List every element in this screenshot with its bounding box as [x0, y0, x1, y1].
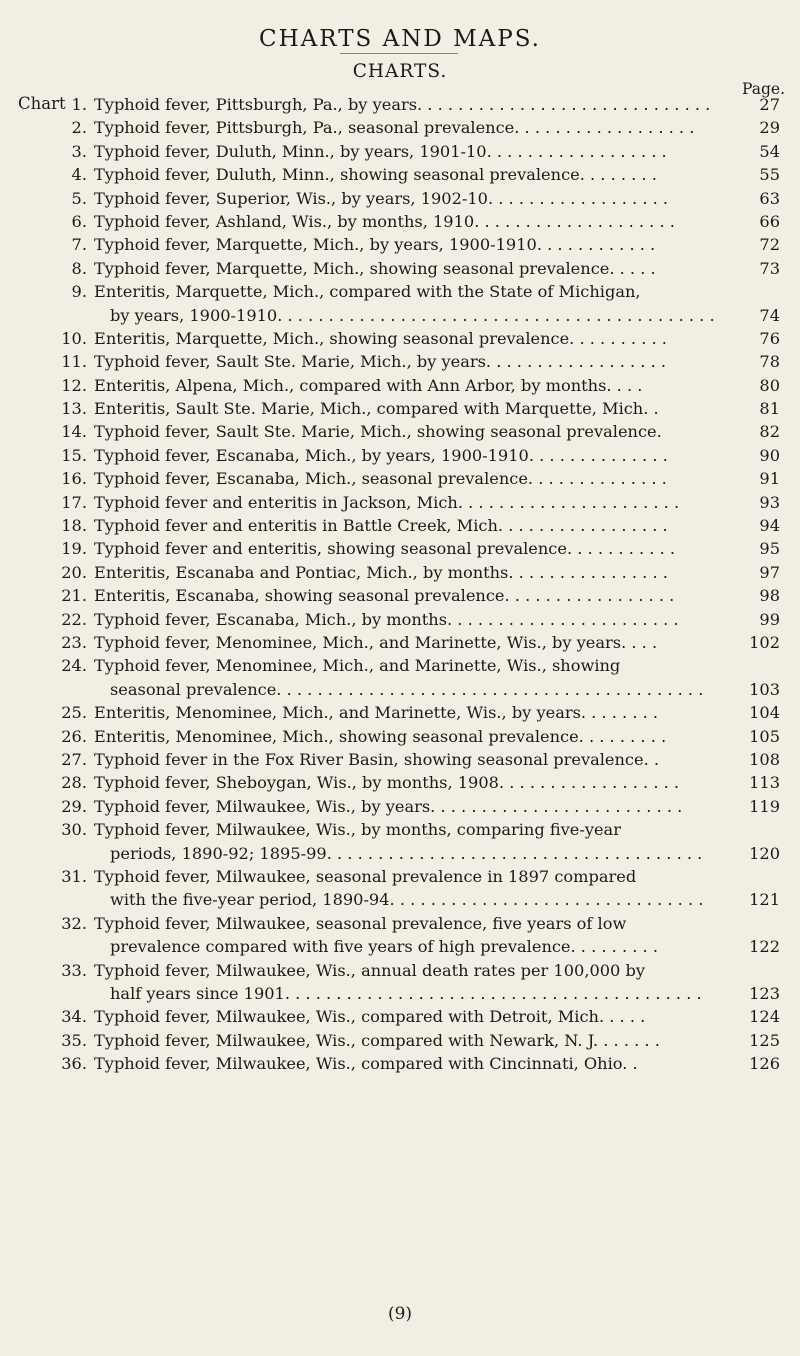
list-item	[54, 537, 800, 560]
section-title: CHARTS.	[352, 61, 448, 82]
list-item	[54, 748, 800, 771]
list-item	[54, 701, 800, 724]
entry-number: 30.	[61, 820, 87, 840]
list-item	[54, 374, 800, 397]
list-item	[54, 210, 800, 233]
page-title: CHARTS AND MAPS.	[259, 26, 541, 52]
entry-number: 2.	[71, 118, 87, 138]
list-item	[54, 1052, 800, 1075]
entry-page-number: 103	[749, 679, 780, 699]
entry-number: 26.	[61, 726, 87, 746]
entry-title-line: Typhoid fever, Escanaba, Mich., by months. . . . . . . . . . . . . . . . . . . . . . .	[94, 609, 679, 629]
entry-title	[94, 210, 754, 233]
list-item	[54, 444, 800, 467]
entry-title	[94, 631, 754, 654]
entry-title-line: Typhoid fever, Milwaukee, Wis., annual death rates per 100,000 by	[94, 960, 646, 980]
entry-page-number: 90	[759, 445, 780, 465]
entry-title	[94, 537, 754, 560]
entry-title-line: Typhoid fever, Milwaukee, seasonal prevalence, five years of low	[94, 913, 627, 933]
entry-page-number: 93	[759, 492, 780, 512]
entry-title-line: Typhoid fever, Marquette, Mich., by years, 1900-1910. . . . . . . . . . . .	[94, 235, 656, 255]
entry-page-number: 121	[749, 890, 780, 910]
entry-number: 29.	[61, 796, 87, 816]
entry-title	[94, 748, 754, 771]
entry-number: 3.	[71, 141, 87, 161]
entry-number: 35.	[61, 1030, 87, 1050]
entry-title-line: Enteritis, Escanaba, showing seasonal prevalence. . . . . . . . . . . . . . . . .	[94, 586, 675, 606]
entry-title-line: Typhoid fever and enteritis in Battle Creek, Mich. . . . . . . . . . . . . . . . .	[94, 516, 668, 536]
entry-title	[94, 584, 754, 607]
entry-title	[94, 725, 754, 748]
entry-number: 22.	[61, 609, 87, 629]
entry-title	[94, 140, 754, 163]
entry-number: 33.	[61, 960, 87, 980]
entry-page-number: 81	[759, 399, 780, 419]
entry-title-line: Typhoid fever and enteritis, showing seasonal prevalence. . . . . . . . . . .	[94, 539, 676, 559]
entry-title-continuation: seasonal prevalence. . . . . . . . . . . . . . . . . . . . . . . . . . . . . . . . . . . . . . . . . .	[110, 679, 704, 699]
entry-page-number: 120	[749, 843, 780, 863]
list-item	[54, 420, 800, 443]
entry-title-line: Typhoid fever, Ashland, Wis., by months, 1910. . . . . . . . . . . . . . . . . . . .	[94, 211, 675, 231]
list-item	[54, 1029, 800, 1052]
entry-number: 31.	[61, 866, 87, 886]
entry-page-number: 63	[759, 188, 780, 208]
list-item	[54, 654, 800, 701]
entry-number: 4.	[71, 165, 87, 185]
entry-number: 24.	[61, 656, 87, 676]
entry-number: 25.	[61, 703, 87, 723]
list-item	[54, 116, 800, 139]
entry-number: 27.	[61, 749, 87, 769]
entry-title-line: Typhoid fever, Sault Ste. Marie, Mich., by years. . . . . . . . . . . . . . . . . .	[94, 352, 667, 372]
entry-title	[94, 233, 754, 256]
title-rule	[340, 53, 458, 54]
entry-page-number: 113	[749, 773, 780, 793]
list-item	[54, 163, 800, 186]
entry-title-line: Typhoid fever, Milwaukee, Wis., by years. . . . . . . . . . . . . . . . . . . . . . . . .	[94, 796, 683, 816]
list-item	[54, 631, 800, 654]
entry-number: 10.	[61, 328, 87, 348]
entry-title-line: Enteritis, Escanaba and Pontiac, Mich., by months. . . . . . . . . . . . . . . .	[94, 562, 668, 582]
entry-title-line: Enteritis, Menominee, Mich., and Marinette, Wis., by years. . . . . . . .	[94, 703, 659, 723]
entry-title-line: Typhoid fever, Milwaukee, Wis., by months, comparing five-year	[94, 820, 621, 840]
list-item	[54, 280, 800, 327]
entry-page-number: 98	[759, 586, 780, 606]
entry-title-line: Typhoid fever and enteritis in Jackson, Mich. . . . . . . . . . . . . . . . . . . . . .	[94, 492, 680, 512]
list-item	[54, 771, 800, 794]
entry-title-line: Typhoid fever, Menominee, Mich., and Marinette, Wis., showing	[94, 656, 621, 676]
entry-number: 1.	[71, 95, 87, 114]
entry-page-number: 54	[759, 141, 780, 161]
entry-page-number: 102	[749, 633, 780, 652]
entry-page-number: 99	[759, 609, 780, 629]
entry-page-number: 123	[749, 983, 780, 1003]
entry-title-line: Typhoid fever in the Fox River Basin, showing seasonal prevalence. .	[94, 749, 660, 769]
list-item	[54, 865, 800, 912]
list-item	[54, 233, 800, 256]
entry-page-number: 126	[749, 1054, 780, 1074]
entry-page-number: 91	[759, 469, 780, 489]
entry-title-line: Typhoid fever, Milwaukee, seasonal prevalence in 1897 compared	[94, 866, 637, 886]
entry-title-continuation: half years since 1901. . . . . . . . . . . . . . . . . . . . . . . . . . . . . . . . . . . . . . . . .	[110, 983, 702, 1003]
entry-number: 14.	[61, 422, 87, 442]
entry-page-number: 80	[759, 375, 780, 395]
entry-number: 19.	[61, 539, 87, 559]
list-item	[54, 514, 800, 537]
entry-title-continuation: prevalence compared with five years of high prevalence. . . . . . . . .	[110, 937, 658, 957]
entry-page-number: 76	[759, 328, 780, 348]
entry-number: 13.	[61, 399, 87, 419]
entry-title-line: Enteritis, Marquette, Mich., compared with the State of Michigan,	[94, 282, 641, 302]
list-item	[54, 795, 800, 818]
entry-title-line: Typhoid fever, Sheboygan, Wis., by months, 1908. . . . . . . . . . . . . . . . . .	[94, 773, 680, 793]
entry-title	[94, 608, 754, 631]
list-item	[54, 818, 800, 865]
entry-page-number: 66	[759, 211, 780, 231]
entry-title	[94, 795, 754, 818]
list-item	[54, 1005, 800, 1028]
entry-number: 15.	[61, 445, 87, 465]
entry-title	[94, 467, 754, 490]
list-item	[54, 959, 800, 1006]
entry-title	[94, 865, 754, 912]
entry-title	[94, 397, 754, 420]
entry-title-line: Typhoid fever, Milwaukee, Wis., compared with Newark, N. J. . . . . . .	[94, 1030, 660, 1050]
entry-title-continuation: periods, 1890-92; 1895-99. . . . . . . . . . . . . . . . . . . . . . . . . . . . . . . . . . . . .	[110, 843, 703, 863]
entry-number: 28.	[61, 773, 87, 793]
entry-title	[94, 771, 754, 794]
list-item	[54, 350, 800, 373]
entry-title	[94, 420, 754, 443]
page-number: (9)	[387, 1304, 413, 1324]
entry-page-number: 125	[749, 1030, 780, 1050]
list-item	[54, 608, 800, 631]
entry-page-number: 119	[749, 796, 780, 816]
entry-number: 9.	[71, 282, 87, 302]
entry-title	[94, 257, 754, 280]
list-item	[54, 327, 800, 350]
entry-title-line: Typhoid fever, Pittsburgh, Pa., by years. . . . . . . . . . . . . . . . . . . . . . . . . . . . .	[94, 95, 711, 114]
entry-number: 5.	[71, 188, 87, 208]
entry-number: 11.	[61, 352, 87, 372]
entry-title	[94, 187, 754, 210]
list-item	[54, 561, 800, 584]
entry-page-number: 94	[759, 516, 780, 536]
list-item	[54, 257, 800, 280]
entry-page-number: 105	[749, 726, 780, 746]
entry-title-line: Enteritis, Menominee, Mich., showing seasonal prevalence. . . . . . . . .	[94, 726, 667, 746]
entry-page-number: 97	[759, 562, 780, 582]
entry-title	[94, 912, 754, 959]
entry-number: 8.	[71, 258, 87, 278]
entry-page-number: 104	[749, 703, 780, 723]
list-item	[54, 140, 800, 163]
entry-title-line: Enteritis, Sault Ste. Marie, Mich., compared with Marquette, Mich. .	[94, 399, 659, 419]
entry-page-number: 95	[759, 539, 780, 559]
entry-title-line: Typhoid fever, Duluth, Minn., by years, 1901-10. . . . . . . . . . . . . . . . . .	[94, 141, 667, 161]
entry-page-number: 73	[759, 258, 780, 278]
entry-title	[94, 701, 754, 724]
entry-title	[94, 561, 754, 584]
entry-title	[94, 93, 754, 116]
entry-title-line: Typhoid fever, Duluth, Minn., showing seasonal prevalence. . . . . . . .	[94, 165, 657, 185]
entry-page-number: 72	[759, 235, 780, 255]
entry-page-number: 122	[749, 937, 780, 957]
entry-page-number: 55	[759, 165, 780, 185]
entry-number: 36.	[61, 1054, 87, 1074]
entry-number: 21.	[61, 586, 87, 606]
entry-title	[94, 514, 754, 537]
entry-title-line: Typhoid fever, Milwaukee, Wis., compared with Cincinnati, Ohio. .	[94, 1054, 638, 1074]
entry-number: 34.	[61, 1007, 87, 1027]
entry-page-number: 29	[759, 118, 780, 138]
entry-title-line: Typhoid fever, Menominee, Mich., and Marinette, Wis., by years. . . .	[94, 633, 658, 652]
entry-title	[94, 654, 754, 701]
entry-title-line: Enteritis, Alpena, Mich., compared with Ann Arbor, by months. . . .	[94, 375, 643, 395]
entry-title	[94, 280, 754, 327]
entry-number: 17.	[61, 492, 87, 512]
list-item	[54, 584, 800, 607]
list-item	[54, 93, 800, 116]
entry-number: 7.	[71, 235, 87, 255]
entry-title	[94, 491, 754, 514]
entry-title	[94, 1005, 754, 1028]
entry-title	[94, 444, 754, 467]
entry-title	[94, 116, 754, 139]
chart-row-label: Chart	[18, 94, 66, 113]
entry-title-line: Typhoid fever, Escanaba, Mich., by years, 1900-1910. . . . . . . . . . . . . .	[94, 445, 668, 465]
entry-number: 20.	[61, 562, 87, 582]
entry-title-continuation: by years, 1900-1910. . . . . . . . . . . . . . . . . . . . . . . . . . . . . . . . . . . . . . . . . . .	[110, 305, 715, 325]
list-item	[54, 187, 800, 210]
entry-number: 16.	[61, 469, 87, 489]
entry-title	[94, 1029, 754, 1052]
entry-title	[94, 818, 754, 865]
entry-title	[94, 1052, 754, 1075]
list-item	[54, 491, 800, 514]
entry-title-line: Typhoid fever, Superior, Wis., by years, 1902-10. . . . . . . . . . . . . . . . . .	[94, 188, 669, 208]
entry-title	[94, 374, 754, 397]
entry-number: 6.	[71, 211, 87, 231]
entry-number: 23.	[61, 633, 87, 652]
entry-page-number: 27	[759, 95, 780, 114]
entry-title-line: Typhoid fever, Marquette, Mich., showing seasonal prevalence. . . . .	[94, 258, 656, 278]
list-item	[54, 912, 800, 959]
list-item	[54, 725, 800, 748]
entry-title-line: Typhoid fever, Sault Ste. Marie, Mich., showing seasonal prevalence.	[94, 422, 662, 442]
entry-number: 32.	[61, 913, 87, 933]
entry-title-line: Typhoid fever, Pittsburgh, Pa., seasonal prevalence. . . . . . . . . . . . . . . . . .	[94, 118, 695, 138]
entry-page-number: 108	[749, 749, 780, 769]
entry-title	[94, 163, 754, 186]
entry-title	[94, 327, 754, 350]
entry-title-line: Enteritis, Marquette, Mich., showing seasonal prevalence. . . . . . . . . .	[94, 328, 667, 348]
entry-title	[94, 350, 754, 373]
entry-page-number: 82	[759, 422, 780, 442]
list-item	[54, 467, 800, 490]
entry-number: 18.	[61, 516, 87, 536]
list-item	[54, 397, 800, 420]
entry-page-number: 78	[759, 352, 780, 372]
entry-page-number: 124	[749, 1007, 780, 1027]
entry-title-continuation: with the five-year period, 1890-94. . . . . . . . . . . . . . . . . . . . . . . . . . . . . . .	[110, 890, 704, 910]
entry-page-number: 74	[759, 305, 780, 325]
chart-list	[54, 93, 800, 1076]
entry-title-line: Typhoid fever, Milwaukee, Wis., compared with Detroit, Mich. . . . .	[94, 1007, 646, 1027]
entry-title-line: Typhoid fever, Escanaba, Mich., seasonal prevalence. . . . . . . . . . . . . .	[94, 469, 667, 489]
entry-title	[94, 959, 754, 1006]
entry-number: 12.	[61, 375, 87, 395]
page-column-label: Page.	[742, 80, 785, 98]
